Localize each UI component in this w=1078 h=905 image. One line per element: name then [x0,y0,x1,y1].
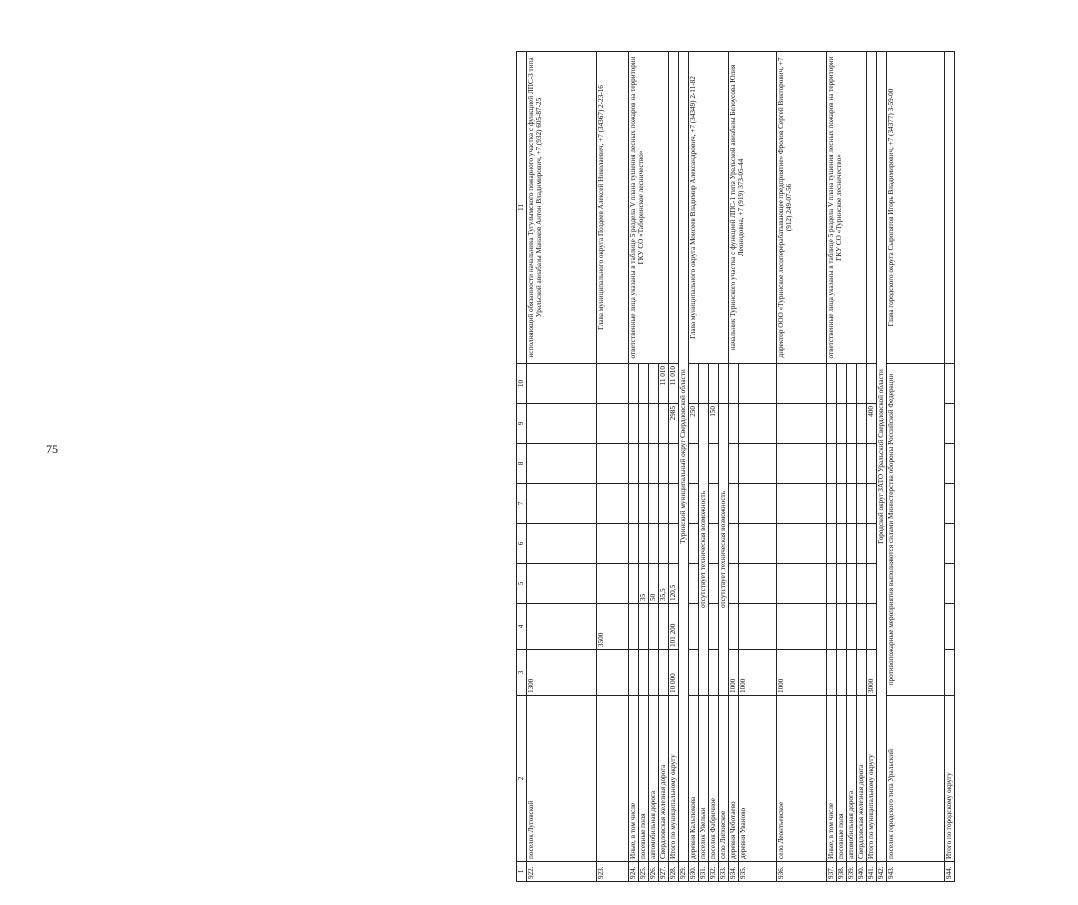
cell-col3 [597,650,629,696]
table-row [777,52,827,882]
cell-col6 [527,524,597,564]
cell-col6 [659,524,669,564]
cell-col10 [729,364,739,404]
settlement-name: поселок Фабричное [709,696,719,862]
header-cell: 11 [517,52,527,364]
no-capacity-note: отсутствует техническая возможность [699,404,709,696]
row-number: 935. [739,862,777,882]
cell-col4 [837,604,847,650]
header-cell: 10 [517,364,527,404]
table-row [669,52,679,882]
cell-col9 [659,404,669,444]
section-title: Туринский муниципальный округ Свердловской области [679,52,689,862]
cell-col10: 11 010 [669,364,679,404]
cell-col6 [729,524,739,564]
cell-col7 [649,484,659,524]
cell-col6 [847,524,857,564]
responsible-contact: ответственные лица указаны в таблице 5 раздела V плана тушения лесных пожаров на территории ГКУ СО «Туринское лесничество» [827,52,867,364]
cell-col8 [527,444,597,484]
cell-col3: 10 000 [669,650,679,696]
cell-col4 [689,604,699,650]
cell-col4 [857,604,867,650]
row-number: 926. [649,862,659,882]
table-row [527,52,597,882]
section-title: Городской округ ЗАТО Уральский Свердловской области [877,52,887,862]
cell-col7 [867,484,877,524]
cell-col8 [837,444,847,484]
cell-col6 [827,524,837,564]
cell-col9 [945,404,955,444]
cell-col10 [629,364,639,404]
row-number: 924. [629,862,639,882]
cell-col5 [857,564,867,604]
cell-col7 [729,484,739,524]
cell-col5 [945,564,955,604]
cell-col4 [639,604,649,650]
cell-col5 [739,564,777,604]
cell-col7 [597,484,629,524]
cell-col3 [847,650,857,696]
cell-col8 [857,444,867,484]
cell-col10 [945,364,955,404]
cell-col6 [739,524,777,564]
cell-col3 [689,650,699,696]
cell-col4: 3500 [597,604,629,650]
cell-col8 [597,444,629,484]
settlement-name: автомобильная дорога [649,696,659,862]
cell-col9 [837,404,847,444]
table-row [729,52,739,882]
cell-col6 [689,524,699,564]
cell-col10 [827,364,837,404]
table-row [827,52,837,882]
header-cell: 4 [517,604,527,650]
settlement-name: село Липовское [719,696,729,862]
row-number: 944. [945,862,955,882]
settlement-name: поселок Луговской [527,696,597,862]
rotated-page [516,52,1078,882]
fire-resources-table [516,51,955,882]
responsible-contact [669,52,679,364]
settlement-name [597,696,629,862]
row-number: 931. [699,862,709,882]
page-number: 75 [46,442,58,456]
cell-col7 [847,484,857,524]
table-row [867,52,877,882]
cell-col10 [689,364,699,404]
cell-col8 [629,444,639,484]
settlement-name: Итого по муниципальному округу [669,696,679,862]
settlement-name: Свердловская железная дорога [659,696,669,862]
cell-col4 [945,604,955,650]
cell-col5: 35,5 [659,564,669,604]
row-number: 925. [639,862,649,882]
cell-col9 [777,404,827,444]
cell-col3 [709,650,719,696]
cell-col10 [649,364,659,404]
cell-col10 [857,364,867,404]
header-cell: 5 [517,564,527,604]
row-number: 922. [527,862,597,882]
cell-col5 [777,564,827,604]
cell-col3 [629,650,639,696]
cell-col7 [659,484,669,524]
cell-col6 [837,524,847,564]
cell-col7 [629,484,639,524]
cell-col10 [597,364,629,404]
cell-col7 [689,484,699,524]
header-cell: 1 [517,862,527,882]
cell-col5: 50 [649,564,659,604]
settlement-name: поселок городского типа Уральский [887,696,945,862]
responsible-contact [945,52,955,364]
cell-col8 [945,444,955,484]
table-row [597,52,629,882]
cell-col5 [629,564,639,604]
row-number: 923. [597,862,629,882]
cell-col9: 150 [709,404,719,444]
settlement-name: поселок Увельки [699,696,709,862]
cell-col8 [729,444,739,484]
cell-col5 [847,564,857,604]
cell-col6 [649,524,659,564]
settlement-name: село Леонтьевское [777,696,827,862]
cell-col6 [639,524,649,564]
cell-col8 [709,444,719,484]
cell-col9: 2985 [669,404,679,444]
cell-col3: 1000 [729,650,739,696]
table-row [887,52,945,882]
row-number: 929. [679,862,689,882]
cell-col8 [659,444,669,484]
cell-col8 [739,444,777,484]
cell-col8 [639,444,649,484]
cell-col9 [527,404,597,444]
cell-col7 [827,484,837,524]
row-number: 936. [777,862,827,882]
settlement-name: деревня Уваново [739,696,777,862]
cell-col7 [837,484,847,524]
cell-col4 [527,604,597,650]
cell-col6 [945,524,955,564]
cell-col7 [777,484,827,524]
header-cell: 6 [517,524,527,564]
header-cell: 2 [517,696,527,862]
settlement-name: Итого по муниципальному округу [867,696,877,862]
row-number: 937. [827,862,837,882]
row-number: 933. [719,862,729,882]
ministry-note: противопожарные мероприятия выполняются силами Министерства обороны Российской Федерации [887,364,945,696]
cell-col10 [739,364,777,404]
cell-col4: 101 200 [669,604,679,650]
cell-col7 [639,484,649,524]
settlement-name: посевные поля [639,696,649,862]
cell-col4 [867,604,877,650]
row-number: 941. [867,862,877,882]
responsible-contact: Глава муниципального округа Моисеев Владимир Александрович, +7 (34349) 2-11-82 [689,52,729,364]
table-row [945,52,955,882]
row-number: 932. [709,862,719,882]
header-cell: 9 [517,404,527,444]
responsible-contact [867,52,877,364]
section-row [679,52,689,882]
cell-col4 [649,604,659,650]
row-number: 942. [877,862,887,882]
cell-col7 [945,484,955,524]
cell-col10: 11 010 [659,364,669,404]
responsible-contact: Глава муниципального округа Поздеев Алексей Николаевич, +7 (34367) 2-23-16 [597,52,629,364]
cell-col6 [709,524,719,564]
cell-col5 [689,564,699,604]
cell-col10 [527,364,597,404]
cell-col3: 1000 [739,650,777,696]
cell-col4 [659,604,669,650]
table-row [689,52,699,882]
cell-col5 [597,564,629,604]
cell-col9 [639,404,649,444]
settlement-name: деревня Чеботаево [729,696,739,862]
cell-col6 [857,524,867,564]
cell-col8 [669,444,679,484]
cell-col6 [629,524,639,564]
cell-col3 [827,650,837,696]
cell-col3: 1300 [527,650,597,696]
header-cell: 7 [517,484,527,524]
settlement-name: Итого по городскому округу [945,696,955,862]
settlement-name: Свердловская железная дорога [857,696,867,862]
responsible-contact: начальник Туринского участка с функцией ЛПС-1 типа Уральской авиабазы Белоусова Юлия Леонидовна, +7 (919) 373-05-44 [729,52,777,364]
section-row [877,52,887,882]
cell-col8 [777,444,827,484]
cell-col4 [709,604,719,650]
header-cell: 8 [517,444,527,484]
cell-col9 [739,404,777,444]
cell-col9 [857,404,867,444]
row-number: 927. [659,862,669,882]
row-number: 928. [669,862,679,882]
row-number: 938. [837,862,847,882]
cell-col6 [669,524,679,564]
responsible-contact: Глава городского округа Сыропятов Игорь Владимирович, +7 (34377) 3-59-00 [887,52,945,364]
cell-col5: 120,5 [669,564,679,604]
row-number: 940. [857,862,867,882]
cell-col4 [847,604,857,650]
cell-col8 [827,444,837,484]
responsible-contact: исполняющий обязанности начальника Тугулымского пожарного участка с функцией ЛПС-3 типа Уральской авиабазы Манаков Антон Владимирович, +7 (932) 605-87-25 [527,52,597,364]
cell-col9: 400 [867,404,877,444]
cell-col5 [867,564,877,604]
cell-col3 [639,650,649,696]
cell-col4 [777,604,827,650]
cell-col9: 250 [689,404,699,444]
cell-col4 [729,604,739,650]
cell-col3: 3000 [867,650,877,696]
cell-col6 [777,524,827,564]
cell-col7 [669,484,679,524]
cell-col3 [649,650,659,696]
cell-col7 [527,484,597,524]
cell-col5 [729,564,739,604]
cell-col10 [837,364,847,404]
settlement-name: Иные, в том числе [629,696,639,862]
row-number: 943. [887,862,945,882]
cell-col10 [867,364,877,404]
settlement-name: деревня Кальтюкова [689,696,699,862]
cell-col10 [777,364,827,404]
table-header-row [517,52,527,882]
cell-col4 [739,604,777,650]
cell-col6 [867,524,877,564]
cell-col5 [827,564,837,604]
responsible-contact: ответственные лица указаны в таблице 5 раздела V плана тушения лесных пожаров на территории ГКУ СО «Таборинское лесничество» [629,52,669,364]
cell-col7 [739,484,777,524]
cell-col5 [709,564,719,604]
cell-col9 [847,404,857,444]
row-number: 930. [689,862,699,882]
cell-col7 [709,484,719,524]
settlement-name: посевные поля [837,696,847,862]
cell-col8 [689,444,699,484]
cell-col3 [857,650,867,696]
responsible-contact: директор ООО «Туринское лесоперерабатывающее предприятие» Фролов Сергей Викторович, +7 (912) 249-07-56 [777,52,827,364]
cell-col9 [629,404,639,444]
row-number: 939. [847,862,857,882]
header-cell: 3 [517,650,527,696]
cell-col5 [837,564,847,604]
row-number: 934. [729,862,739,882]
cell-col5: 35 [639,564,649,604]
cell-col3 [945,650,955,696]
cell-col4 [629,604,639,650]
cell-col9 [827,404,837,444]
cell-col6 [597,524,629,564]
cell-col10 [709,364,719,404]
cell-col3: 1000 [777,650,827,696]
cell-col8 [649,444,659,484]
cell-col8 [847,444,857,484]
cell-col10 [847,364,857,404]
settlement-name: автомобильная дорога [847,696,857,862]
cell-col9 [597,404,629,444]
no-capacity-note: отсутствует техническая возможность [719,404,729,696]
cell-col7 [857,484,867,524]
cell-col10 [639,364,649,404]
cell-col10 [699,364,709,404]
cell-col9 [729,404,739,444]
cell-col8 [867,444,877,484]
cell-col3 [659,650,669,696]
cell-col3 [837,650,847,696]
cell-col9 [649,404,659,444]
table-row [629,52,639,882]
cell-col5 [527,564,597,604]
settlement-name: Иные, в том числе [827,696,837,862]
cell-col4 [827,604,837,650]
cell-col10 [719,364,729,404]
